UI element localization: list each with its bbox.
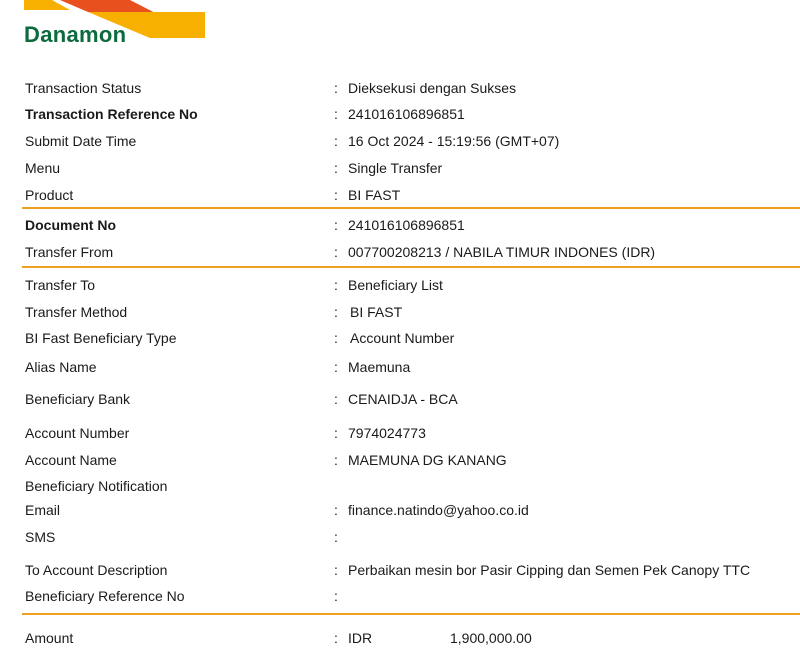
field-value: 7974024773 — [348, 425, 426, 441]
field-value: 16 Oct 2024 - 15:19:56 (GMT+07) — [348, 133, 560, 149]
section-divider — [22, 613, 800, 615]
field-separator: : — [334, 452, 338, 468]
field-separator: : — [334, 106, 338, 122]
field-separator: : — [334, 80, 338, 96]
row-account-name — [0, 449, 800, 471]
field-value: CENAIDJA - BCA — [348, 391, 458, 407]
section-divider — [22, 266, 800, 268]
row-transaction-status — [0, 77, 800, 99]
field-value: Account Number — [350, 330, 455, 346]
danamon-logo — [0, 0, 210, 50]
section-divider — [22, 207, 800, 209]
field-label: Account Name — [25, 452, 117, 468]
amount-value: 1,900,000.00 — [450, 630, 532, 646]
field-label: Transaction Status — [25, 80, 142, 96]
field-label: Document No — [25, 217, 116, 233]
field-label: Menu — [25, 160, 61, 176]
row-beneficiary-notification — [0, 475, 800, 497]
row-transfer-to — [0, 274, 800, 296]
field-label: Beneficiary Bank — [25, 391, 131, 407]
field-value: Perbaikan mesin bor Pasir Cipping dan Semen Pek Canopy TTC — [348, 562, 751, 578]
field-value: 007700208213 / NABILA TIMUR INDONES (IDR) — [348, 244, 656, 260]
field-separator: : — [334, 133, 338, 149]
field-label: Transaction Reference No — [25, 106, 198, 122]
field-separator: : — [334, 630, 338, 646]
field-separator: : — [334, 217, 338, 233]
field-value: Dieksekusi dengan Sukses — [348, 80, 517, 96]
field-value: Maemuna — [348, 359, 411, 375]
amount-currency: IDR — [348, 630, 373, 646]
field-label: Account Number — [25, 425, 130, 441]
field-separator: : — [334, 244, 338, 260]
field-label: Submit Date Time — [25, 133, 137, 149]
row-product — [0, 184, 800, 206]
field-value: BI FAST — [348, 187, 401, 203]
row-account-number — [0, 422, 800, 444]
field-separator: : — [334, 330, 338, 346]
field-separator: : — [334, 502, 338, 518]
field-label: Transfer To — [25, 277, 96, 293]
field-label: Transfer From — [25, 244, 114, 260]
brand-name: Danamon — [24, 22, 127, 47]
field-separator: : — [334, 304, 338, 320]
field-label: SMS — [25, 529, 56, 545]
field-separator: : — [334, 425, 338, 441]
field-value: Beneficiary List — [348, 277, 443, 293]
row-bifast-beneficiary-type — [0, 327, 800, 349]
field-separator: : — [334, 391, 338, 407]
field-value: 241016106896851 — [348, 217, 465, 233]
field-label: Amount — [25, 630, 74, 646]
field-label: Transfer Method — [25, 304, 128, 320]
row-alias-name — [0, 356, 800, 378]
field-separator: : — [334, 588, 338, 604]
field-label: Beneficiary Notification — [25, 478, 168, 494]
field-separator: : — [334, 160, 338, 176]
field-label: Beneficiary Reference No — [25, 588, 185, 604]
row-amount — [0, 627, 800, 649]
row-transfer-from — [0, 241, 800, 263]
row-transfer-method — [0, 301, 800, 323]
row-transaction-reference — [0, 103, 800, 125]
field-separator: : — [334, 187, 338, 203]
field-separator: : — [334, 529, 338, 545]
row-to-account-description — [0, 559, 800, 581]
field-label: Product — [25, 187, 74, 203]
row-beneficiary-reference-no — [0, 585, 800, 607]
row-beneficiary-bank — [0, 388, 800, 410]
field-label: Email — [25, 502, 61, 518]
field-value: MAEMUNA DG KANANG — [348, 452, 507, 468]
field-value: finance.natindo@yahoo.co.id — [348, 502, 529, 518]
row-email — [0, 499, 800, 521]
field-value: BI FAST — [350, 304, 403, 320]
row-submit-datetime — [0, 130, 800, 152]
row-menu — [0, 157, 800, 179]
field-value: Single Transfer — [348, 160, 443, 176]
field-label: Alias Name — [25, 359, 97, 375]
row-document-no — [0, 214, 800, 236]
field-label: BI Fast Beneficiary Type — [25, 330, 177, 346]
field-separator: : — [334, 277, 338, 293]
field-separator: : — [334, 562, 338, 578]
field-separator: : — [334, 359, 338, 375]
field-value: 241016106896851 — [348, 106, 465, 122]
row-sms — [0, 526, 800, 548]
field-label: To Account Description — [25, 562, 168, 578]
